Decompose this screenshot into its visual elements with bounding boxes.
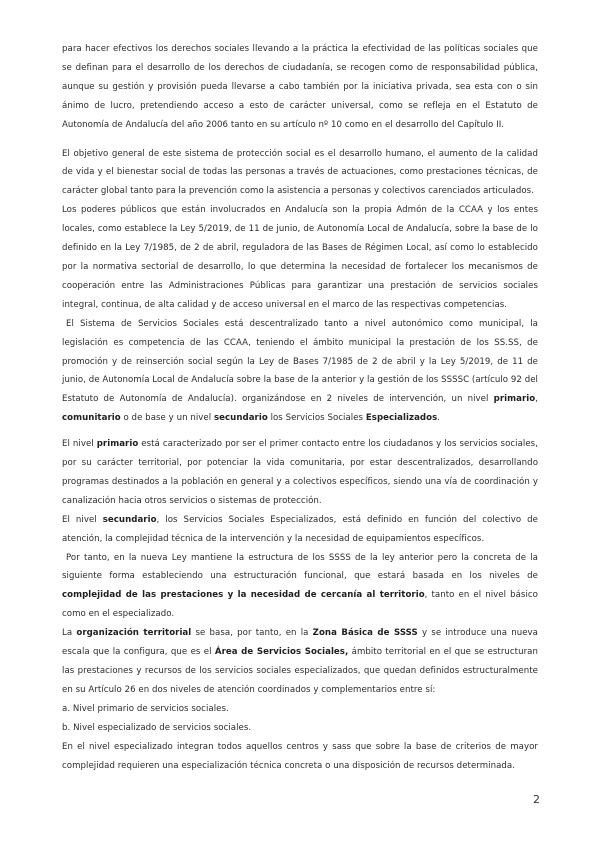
bold-term-especializados: Especializados <box>365 413 438 424</box>
paragraph-system-levels <box>62 315 538 428</box>
bold-term-secundario: secundario <box>213 413 268 424</box>
text-segment: o de base y un nivel <box>120 413 214 424</box>
text-segment: los Servicios Sociales <box>267 413 366 424</box>
text-segment: , los Servicios Sociales Especializados, está definido en función del colectivo de atención, la complejidad técnica de la intervención y la necesidad de equipamientos específicos. <box>62 514 538 544</box>
bold-term-organizacion-territorial: organización territorial <box>76 628 192 639</box>
text-segment: y se introduce una nueva escala que la configura, que es el <box>62 628 538 658</box>
paragraph-specialized-level: En el nivel especializado integran todos aquellos centros y sass que sobre la base de criterios de mayor complejidad requieren una especialización técnica concreta o una disposición de recursos determinada. <box>62 741 538 771</box>
text-segment: El Sistema de Servicios Sociales está descentralizado tanto a nivel autonómico como municipal, la legislación es competencia de las CCAA, teniendo el ámbito municipal la prestación de los SS.SS, de promoción y de reinserción social según la Ley de Bases 7/1985 de 2 de abril y la Ley 5/2019, de 11 de junio, de Autonomía Local de Andalucía sobre la base de la anterior y la gestión de los SSSSC (artículo 92 del Estatuto de Autonomía de Andalucía). organizándose en 2 niveles de intervención, un nivel <box>62 318 538 405</box>
list-item-specialized: b. Nivel especializado de servicios sociales. <box>62 722 252 733</box>
bold-term-complejidad: complejidad de las prestaciones y la necesidad de cercanía al territorio <box>62 590 425 601</box>
paragraph-public-powers: Los poderes públicos que están involucrados en Andalucía son la propia Admón de la CCAA y los entes locales, como establece la Ley 5/2019, de 11 de junio, de Autonomía Local de Andalucía, sobre la base de lo definido en la Ley 7/1985, de 2 de abril, reguladora de las Bases de Régimen Local, así como lo establecido por la normativa sectorial de desarrollo, lo que determina la necesidad de fortalecer los mecanismos de cooperación entre las Administraciones Públicas para garantizar una prestación de servicios sociales integral, continua, de alta calidad y de acceso universal en el marco de las respectivas competencias. <box>62 205 538 310</box>
text-segment: está caracterizado por ser el primer contacto entre los ciudadanos y los servicios sociales, por su carácter territorial, por potenciar la vida comunitaria, por estar descentralizados, desarrollando programas destinados a la población en general y a colectivos específicos, siendo una vía de coordinación y canalización hacia otros servicios o sistemas de protección. <box>62 439 538 506</box>
text-segment: , tanto en el nivel básico como en el especializado. <box>62 590 538 620</box>
text-segment: Por tanto, en la nueva Ley mantiene la estructura de los SSSS de la ley anterior pero la concreta de la siguiente forma estableciendo una estructuración funcional, que estará basada en los niveles de <box>62 552 538 582</box>
paragraph-primary-level <box>62 435 538 511</box>
text-segment: La <box>62 628 77 639</box>
text-segment: El nivel <box>62 514 103 525</box>
paragraph-new-law <box>62 549 538 625</box>
bold-term-primario: primario <box>493 394 536 405</box>
text-segment: . <box>437 413 441 424</box>
paragraph-objective: El objetivo general de este sistema de protección social es el desarrollo humano, el aumento de la calidad de vida y el bienestar social de todas las personas a través de actuaciones, como prestaciones técnicas, de carácter global tanto para la prevención como la asistencia a personas y colectivos carenciados articulados. <box>62 148 538 197</box>
bold-term-comunitario: comunitario <box>62 413 121 424</box>
text-segment: se basa, por tanto, en la <box>191 628 313 639</box>
text-segment: ámbito territorial en el que se estructuran las prestaciones y recursos de los servicios sociales especializados, que quedan definidos estructuralmente en su Artículo 26 en dos niveles de atención coordinados y complementarios entre sí: <box>62 647 538 695</box>
bold-term-area-servicios-sociales: Área de Servicios Sociales, <box>214 647 349 658</box>
bold-term-primario: primario <box>96 439 139 450</box>
text-segment: , <box>535 394 538 405</box>
bold-term-secundario: secundario <box>102 514 157 525</box>
paragraph-territorial-organization <box>62 624 538 700</box>
list-item-primary: a. Nivel primario de servicios sociales. <box>62 703 229 714</box>
page-number: 2 <box>533 793 540 806</box>
paragraph-secondary-level <box>62 511 538 549</box>
bold-term-zona-basica: Zona Básica de SSSS <box>312 628 418 639</box>
paragraph-rights: para hacer efectivos los derechos sociales llevando a la práctica la efectividad de las políticas sociales que se definan para el desarrollo de los derechos de ciudadanía, se recogen como de responsabilidad pública, aunque su gestión y provisión pueda llevarse a cabo también por la iniciativa privada, sea esta con o sin ánimo de lucro, pretendiendo acceso a esto de carácter universal, como se refleja en el Estatuto de Autonomía de Andalucía del año 2006 tanto en su artículo nº 10 como en el desarrollo del Capítulo II. <box>62 44 538 130</box>
text-segment: El nivel <box>62 439 97 450</box>
